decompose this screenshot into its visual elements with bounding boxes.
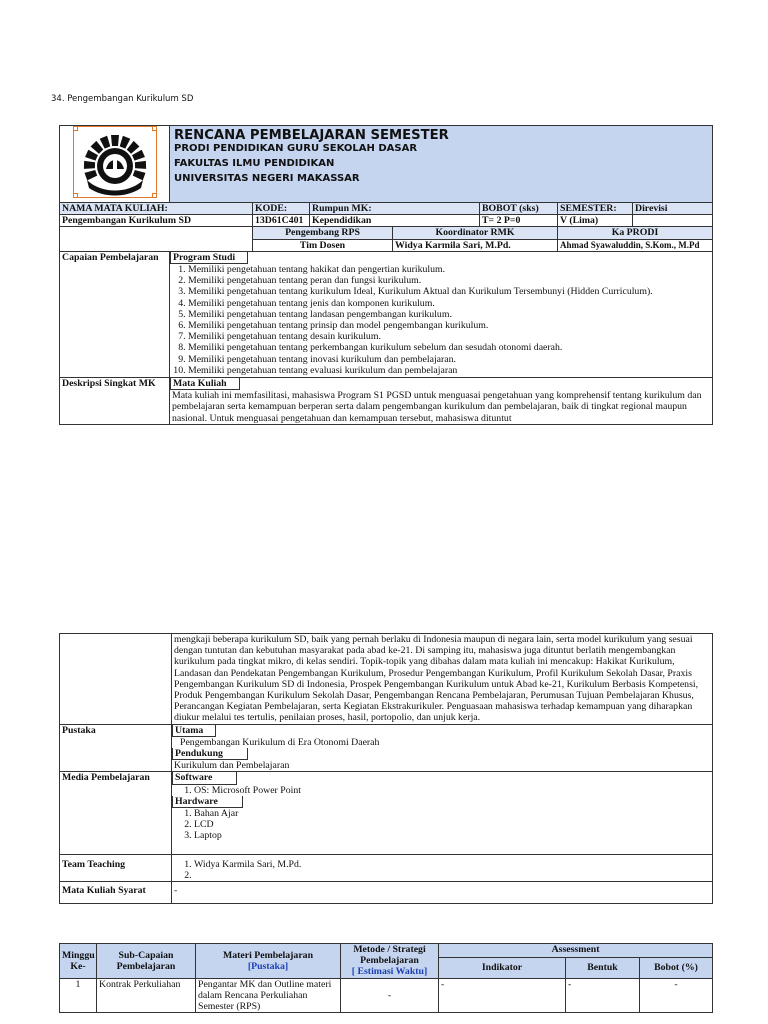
media-cell — [172, 772, 713, 854]
section-caption: 34. Pengembangan Kurikulum SD — [51, 94, 194, 104]
bobot-value: T= 2 P=0 — [480, 215, 558, 227]
deskripsi-text-2: mengkaji beberapa kurikulum SD, baik yang pernah berlaku di Indonesia maupun di negara lain, serta model kurikulum yang sesuai dengan tuntutan dan kebutuhan masyarakat pada abad ke-21. Di samping itu, mahasiswa juga dituntut berlatih mengembangkan kurikulum pada tingkat mikro, di kelas sendiri. Topik-topik yang dibahas dalam mata kuliah ini mencakup: Hakikat Kurikulum, Landasan dan Pendekatan Pengembangan Kurikulum, Prosedur Pengembangan Kurikulum, Profil Kurikulum Sekolah Dasar, Praxis Pengembangan Kurikulum SD di Indonesia, Prospek Pengembangan Kurikulum untuk Abad ke-21, Kurikulum Berbasis Kompetensi, Produk Pengembangan Kurikulum Sekolah Dasar, Pengembangan Rencana Pembelajaran, Perumusan Tujuan Pembelajaran Khusus, Perancangan Kegiatan Pembelajaran, serta Kegiatan Ekstrakurikuler. Penguasaan mahasiswa terhadap kemampuan yang diharapkan diukur melalui tes tertulis, penilaian proses, hasil, portopolio, dan unjuk kerja. — [172, 634, 713, 725]
capaian-item: 10. Memiliki pengetahuan tentang evaluasi kurikulum dan pembelajaran — [188, 365, 710, 376]
sub-capaian-header: Sub-Capaian Pembelajaran — [97, 944, 196, 979]
capaian-item: 3. Memiliki pengetahuan tentang kurikulum Ideal, Kurikulum Aktual dan Kurikulum Tersembunyi (Hidden Curriculum). — [188, 286, 710, 297]
materi-header — [196, 944, 341, 979]
hardware-item: 3. Laptop — [194, 830, 710, 841]
rps-detail-table — [59, 633, 713, 904]
pendukung-label: Pendukung — [172, 748, 248, 760]
nama-mk-value: Pengembangan Kurikulum SD — [60, 215, 253, 227]
kaprodi-label: Ka PRODI — [558, 227, 713, 239]
syarat-value: - — [172, 882, 713, 904]
bobot-label: BOBOT (sks) — [480, 203, 558, 215]
rps-title-cell — [170, 126, 713, 203]
metode-header — [341, 944, 439, 979]
syarat-label: Mata Kuliah Syarat — [60, 882, 172, 904]
fakultas-line: FAKULTAS ILMU PENDIDIKAN — [174, 158, 335, 170]
university-logo-icon — [73, 126, 157, 198]
bentuk-header: Bentuk — [566, 957, 640, 978]
capaian-item: 8. Memiliki pengetahuan tentang perkembangan kurikulum sebelum dan sesudah otonomi daerah. — [188, 342, 710, 353]
capaian-label: Capaian Pembelajaran — [60, 251, 170, 377]
software-item: 1. OS: Microsoft Power Point — [194, 785, 710, 796]
team-list — [174, 859, 710, 881]
direvisi-label: Direvisi — [633, 203, 713, 215]
pendukung-value: Kurikulum dan Pembelajaran — [174, 760, 290, 772]
rps-header-table — [59, 125, 713, 425]
hardware-item: 2. LCD — [194, 819, 710, 830]
capaian-item: 2. Memiliki pengetahuan tentang peran dan fungsi kurikulum. — [188, 275, 710, 286]
deskripsi-cell — [170, 378, 713, 425]
koordinator-label: Koordinator RMK — [393, 227, 558, 239]
software-list — [174, 785, 710, 796]
deskripsi-label: Deskripsi Singkat MK — [60, 378, 170, 425]
utama-value: Pengembangan Kurikulum di Era Otonomi Daerah — [180, 736, 380, 748]
metode-header-label: Metode / Strategi Pembelajaran — [353, 944, 426, 967]
team-item — [194, 870, 710, 881]
pengembang-label: Pengembang RPS — [253, 227, 393, 239]
capaian-item: 5. Memiliki pengetahuan tentang landasan pengembangan kurikulum. — [188, 309, 710, 320]
bentuk-cell: - — [566, 978, 640, 1013]
hardware-label: Hardware — [172, 796, 243, 808]
media-label: Media Pembelajaran — [60, 772, 172, 854]
sub-capaian-cell: Kontrak Perkuliahan — [97, 978, 196, 1013]
minggu-header: Minggu Ke- — [60, 944, 97, 979]
deskripsi-text-1: Mata kuliah ini memfasilitasi, mahasiswa Program S1 PGSD untuk menguasai pengetahuan yang komprehensif tentang kurikulum dan pembelajaran serta kemampuan berperan serta dalam pengembangan kurikulum dan pembelajaran, baik di tingkat regional maupun nasional. Untuk menguasai pengetahuan dan kemampuan tersebut, mahasiswa dituntut — [172, 390, 702, 424]
kode-label: KODE: — [253, 203, 310, 215]
semester-value: V (Lima) — [558, 215, 633, 227]
direvisi-value — [633, 215, 713, 227]
pustaka-header-label: [Pustaka] — [247, 960, 289, 972]
universitas-line: UNIVERSITAS NEGERI MAKASSAR — [174, 173, 360, 185]
hardware-item: 1. Bahan Ajar — [194, 808, 710, 819]
otorisasi-blank — [60, 227, 253, 251]
software-label: Software — [172, 772, 237, 784]
pustaka-cell — [172, 724, 713, 772]
pustaka-label: Pustaka — [60, 724, 172, 772]
logo-cell — [60, 126, 170, 203]
capaian-cell — [170, 251, 713, 377]
capaian-item: 4. Memiliki pengetahuan tentang jenis dan komponen kurikulum. — [188, 298, 710, 309]
capaian-item: 1. Memiliki pengetahuan tentang hakikat dan pengertian kurikulum. — [188, 264, 710, 275]
kode-value: 13D61C401 — [253, 215, 310, 227]
bobot-header: Bobot (%) — [640, 957, 713, 978]
deskripsi-continued-blank — [60, 634, 172, 725]
team-label: Team Teaching — [60, 854, 172, 881]
team-cell — [172, 854, 713, 881]
indikator-cell: - — [439, 978, 566, 1013]
capaian-item: 9. Memiliki pengetahuan tentang inovasi kurikulum dan pembelajaran. — [188, 354, 710, 365]
capaian-list — [172, 264, 710, 376]
rumpun-value: Kependidikan — [310, 215, 480, 227]
capaian-item: 7. Memiliki pengetahuan tentang desain kurikulum. — [188, 331, 710, 342]
materi-header-label: Materi Pembelajaran — [222, 949, 314, 961]
assessment-header: Assessment — [439, 944, 713, 958]
bobot-cell: - — [640, 978, 713, 1013]
koordinator-value: Widya Karmila Sari, M.Pd. — [393, 239, 558, 251]
mata-kuliah-label: Mata Kuliah — [170, 378, 240, 390]
nama-mk-label: NAMA MATA KULIAH: — [60, 203, 253, 215]
hardware-list — [174, 808, 710, 842]
program-studi-label: Program Studi — [170, 252, 248, 264]
materi-cell: Pengantar MK dan Outline materi dalam Rencana Perkuliahan Semester (RPS) — [196, 978, 341, 1013]
kaprodi-value: Ahmad Syawaluddin, S.Kom., M.Pd — [558, 239, 713, 251]
table-row — [60, 978, 713, 1013]
estimasi-header-label: [ Estimasi Waktu] — [351, 966, 428, 978]
rps-title: RENCANA PEMBELAJARAN SEMESTER — [174, 128, 449, 143]
pengembang-value: Tim Dosen — [253, 239, 393, 251]
team-item: 1. Widya Karmila Sari, M.Pd. — [194, 859, 710, 870]
rumpun-label: Rumpun MK: — [310, 203, 480, 215]
prodi-line: PRODI PENDIDIKAN GURU SEKOLAH DASAR — [174, 143, 418, 155]
metode-cell: - — [341, 978, 439, 1013]
schedule-table — [59, 943, 713, 1013]
semester-label: SEMESTER: — [558, 203, 633, 215]
indikator-header: Indikator — [439, 957, 566, 978]
utama-label: Utama — [172, 725, 216, 737]
capaian-item: 6. Memiliki pengetahuan tentang prinsip dan model pengembangan kurikulum. — [188, 320, 710, 331]
minggu-cell: 1 — [60, 978, 97, 1013]
